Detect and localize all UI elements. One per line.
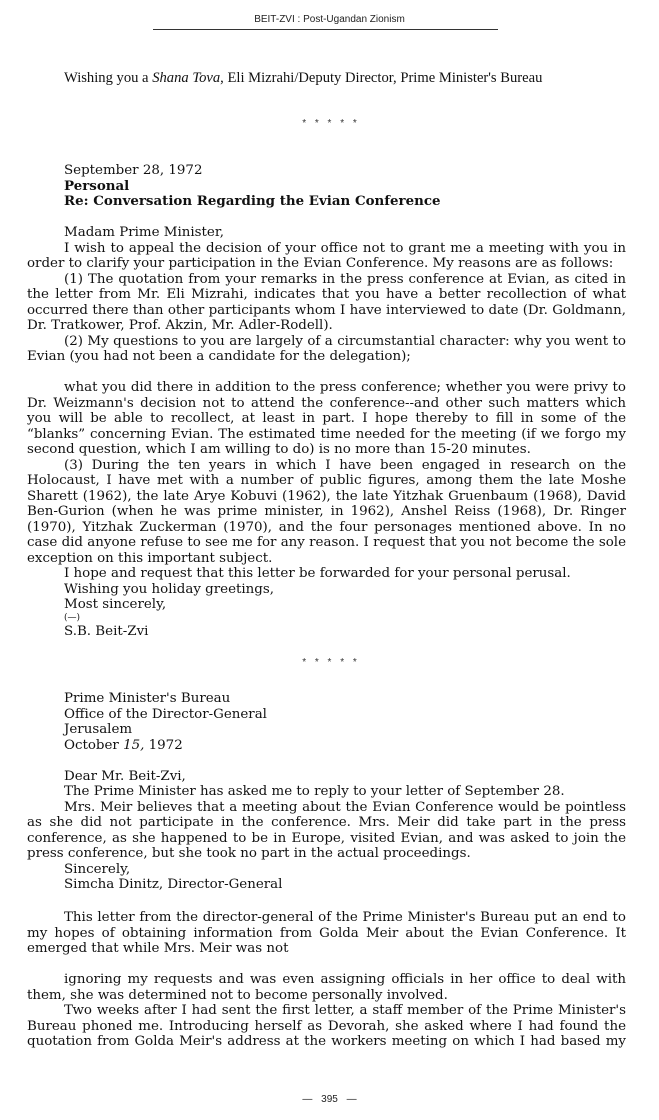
letter-2-closing: Sincerely, xyxy=(64,861,131,877)
section-separator: * * * * * xyxy=(302,118,357,129)
page-number: 395 xyxy=(321,1094,338,1105)
letter-1-paragraph: (3) During the ten years in which I have been engaged in research on the Holocaust, I have met with a number of public figures, among them the late Moshe Sharett (1962), the late Arye Kobuvi (1962), the late Yitzhak Gruenbaum (1968), David Ben-Gurion (when he was prime minister, in 1962), Anshel Reiss (1968), Dr. Ringer (1970), Yitzhak Zuckerman (1970), and the four personages mentioned above. In no case did anyone refuse to see me for any reason. I request that you not become the sole exception on this important subject. xyxy=(27,457,626,566)
letter-1-signature: S.B. Beit-Zvi xyxy=(64,623,149,639)
letter-1-paragraph: (1) The quotation from your remarks in the press conference at Evian, as cited in the letter from Mr. Eli Mizrahi, indicates that you have a better recollection of what occurred there than other participants whom I have interviewed to date (Dr. Goldmann, Dr. Tratkower, Prof. Akzin, Mr. Adler-Rodell). xyxy=(27,271,626,333)
intro-shana-tova: Shana Tova xyxy=(152,70,221,86)
letter-2-signature: Simcha Dinitz, Director-General xyxy=(64,877,283,892)
letter-1-closing-line: Wishing you holiday greetings, xyxy=(64,581,274,597)
folio-dash-left: — xyxy=(302,1094,313,1105)
letter-1-closing-line: I hope and request that this letter be forwarded for your personal perusal. xyxy=(64,566,571,581)
letter-1-marking: Personal xyxy=(64,177,130,194)
section-separator: * * * * * xyxy=(302,657,357,668)
letter-2-date-month: October xyxy=(64,737,124,753)
running-head: BEIT-ZVI : Post-Ugandan Zionism xyxy=(254,14,405,25)
letter-1-paragraph: (2) My questions to you are largely of a circumstantial character: why you went to Evian (you had not been a candidate for the delegation); xyxy=(27,333,626,364)
narrative-paragraph: ignoring my requests and was even assigning officials in her office to deal with them, she was determined not to become personally involved. xyxy=(27,972,626,1003)
folio-dash-right: — xyxy=(346,1094,357,1105)
letter-2-address-line: Prime Minister's Bureau xyxy=(64,691,231,706)
letter-2-paragraph: Mrs. Meir believes that a meeting about the Evian Conference would be pointless as she did not participate in the conference. Mrs. Meir did take part in the press conference, as she happened to be in Europe, visited Evian, and was asked to join the press conference, but she took no part in the actual proceedings. xyxy=(27,799,626,861)
page-footer xyxy=(0,1094,659,1105)
header-rule xyxy=(153,29,498,30)
letter-2-date-year: 1972 xyxy=(144,737,183,753)
letter-2-opening-line: The Prime Minister has asked me to reply to your letter of September 28. xyxy=(64,784,565,799)
letter-2-salutation: Dear Mr. Beit-Zvi, xyxy=(64,768,186,784)
letter-2 xyxy=(27,691,626,893)
letter-2-date xyxy=(27,738,626,754)
letter-1-paragraph: I wish to appeal the decision of your office not to grant me a meeting with you in order to clarify your participation in the Evian Conference. My reasons are as follows: xyxy=(27,240,626,271)
letter-2-address-line: Jerusalem xyxy=(64,722,133,737)
intro-text-prefix: Wishing you a xyxy=(64,70,153,86)
letter-1-paragraph: what you did there in addition to the press conference; whether you were privy to Dr. Weizmann's decision not to attend the conference--and other such matters which you will be able to recollect, at least in part. I hope thereby to fill in some of the “blanks” concerning Evian. The estimated time needed for the meeting (if we forgo my second question, which I am willing to do) is no more than 15-20 minutes. xyxy=(27,380,626,457)
narrative-paragraph: Two weeks after I had sent the first letter, a staff member of the Prime Minister's Bureau phoned me. Introducing herself as Devorah, she asked where I had found the quotation from Golda Meir's address at the workers meeting on which I had based my xyxy=(27,1003,626,1049)
narrative-paragraph: This letter from the director-general of the Prime Minister's Bureau put an end to my hopes of obtaining information from Golda Meir about the Evian Conference. It emerged that while Mrs. Meir was not xyxy=(27,910,626,956)
intro-paragraph xyxy=(27,70,626,86)
letter-1-signature-mark: (—) xyxy=(64,612,81,623)
letter-1-subject: Re: Conversation Regarding the Evian Conference xyxy=(64,193,441,209)
intro-text-suffix: , Eli Mizrahi/Deputy Director, Prime Minister's Bureau xyxy=(220,70,543,86)
letter-1 xyxy=(27,163,626,639)
letter-1-closing-line: Most sincerely, xyxy=(64,597,167,612)
letter-2-date-day: 15, xyxy=(123,737,145,753)
letter-2-address-line: Office of the Director-General xyxy=(64,706,267,722)
intro-block xyxy=(27,70,626,86)
letter-1-date: September 28, 1972 xyxy=(64,163,203,178)
letter-1-salutation: Madam Prime Minister, xyxy=(64,225,225,240)
narrative-block xyxy=(27,910,626,1050)
